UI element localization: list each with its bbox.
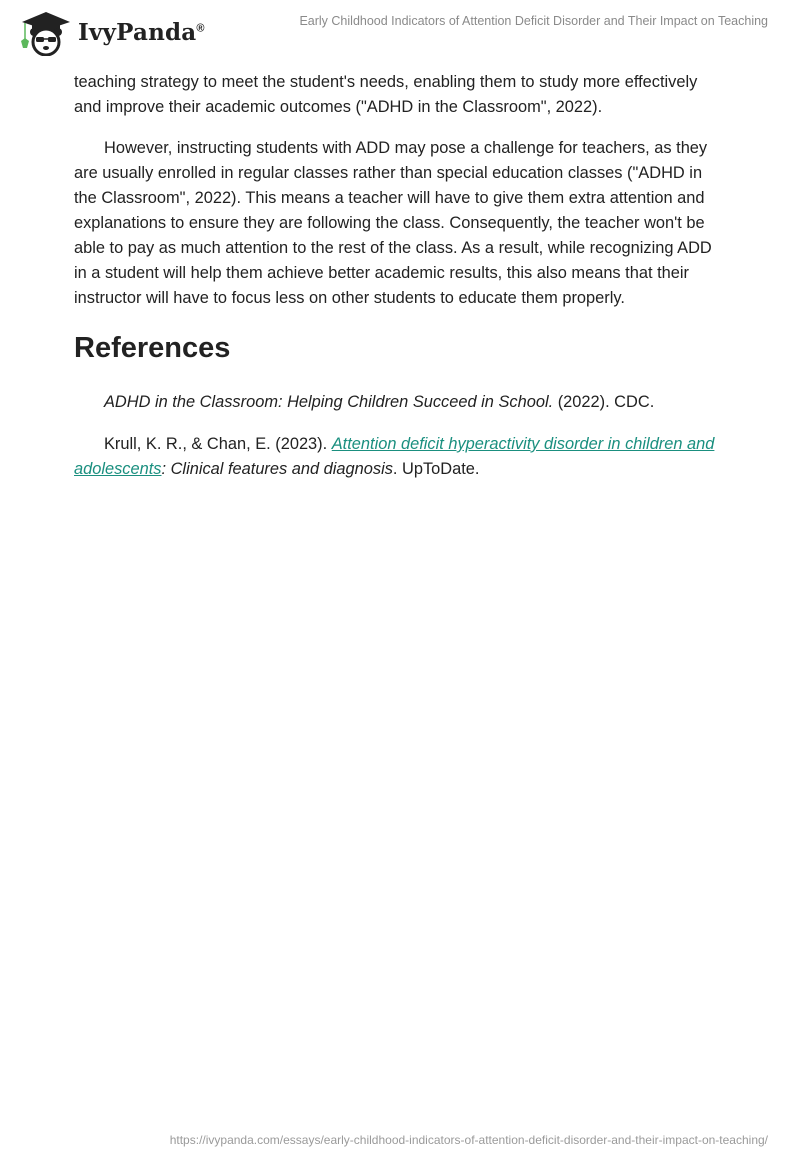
brand-name: IvyPanda®: [78, 18, 205, 46]
reference-item: [74, 390, 724, 415]
reference-source: (2022). CDC.: [553, 393, 655, 411]
reference-link[interactable]: Attention deficit hyperactivity disorder in children and adolescents: [74, 435, 715, 478]
essay-content: [74, 70, 724, 499]
document-title: Early Childhood Indicators of Attention Deficit Disorder and Their Impact on Teaching: [299, 14, 768, 28]
reference-title: ADHD in the Classroom: Helping Children Succeed in School.: [104, 393, 554, 411]
references-heading: References: [74, 332, 231, 364]
reference-subtitle: : Clinical features and diagnosis: [161, 460, 393, 478]
reference-source: . UpToDate.: [392, 460, 480, 478]
source-url: https://ivypanda.com/essays/early-childhood-indicators-of-attention-deficit-disorder-and-their-impact-on-teaching/: [169, 1133, 768, 1147]
paragraph-continuation: teaching strategy to meet the student's needs, enabling them to study more effectively and improve their academic outcomes ("ADHD in the Classroom", 2022).: [74, 73, 698, 116]
ivypanda-logo[interactable]: [16, 8, 205, 56]
reference-item: [74, 432, 724, 482]
reference-authors: Krull, K. R., & Chan, E. (2023).: [104, 435, 332, 453]
page-header: [0, 0, 800, 60]
panda-graduate-icon: [16, 8, 74, 56]
paragraph: However, instructing students with ADD may pose a challenge for teachers, as they are usually enrolled in regular classes rather than special education classes ("ADHD in the Classroom", 2022). This means a teacher will have to give them extra attention and explanations to ensure they are following the class. Consequently, the teacher won't be able to pay as much attention to the rest of the class. As a result, while recognizing ADD in a student will help them achieve better academic results, this also means that their instructor will have to focus less on other students to educate them properly.: [74, 139, 712, 307]
